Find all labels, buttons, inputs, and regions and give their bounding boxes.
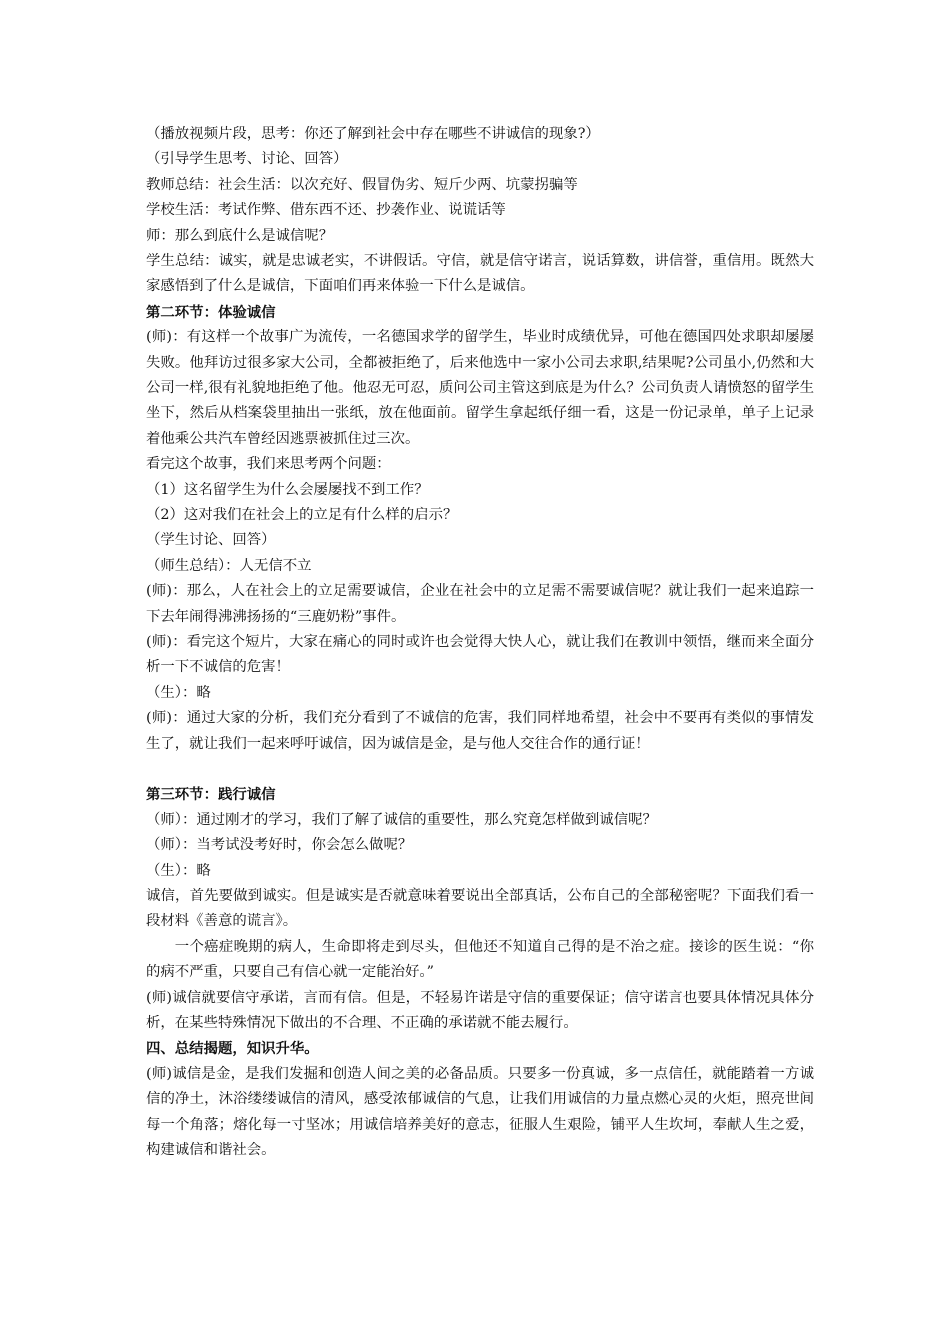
question-line: 师：那么到底什么是诚信呢？ — [146, 227, 334, 244]
analysis-paragraph: (师)：通过大家的分析，我们充分看到了不诚信的危害，我们同样地希望，社会中不要再有类似的事情发生了，就让我们一起来呼吁诚信，因为诚信是金，是与他人交往合作的通行证！ — [146, 710, 814, 752]
school-life-line: 学校生活：考试作弊、借东西不还、抄袭作业、说谎话等 — [146, 202, 506, 219]
section-heading-4: 四、总结揭题，知识升华。 — [146, 1040, 319, 1058]
student-answer-line: （生）：略 — [146, 684, 211, 701]
think-questions-line: 看完这个故事，我们来思考两个问题： — [146, 456, 391, 473]
guide-line: （引导学生思考、讨论、回答） — [146, 151, 348, 168]
section-heading-3: 第三环节：践行诚信 — [146, 786, 276, 804]
final-summary-paragraph: (师)诚信是金，是我们发掘和创造人间之美的必备品质。只要多一份真诚，多一点信任，就能踏着一方诚信的净土，沐浴缕缕诚信的清风，感受浓郁诚信的气息，让我们用诚信的力量点燃心灵的火炬，照亮世间每一个角落；熔化每一寸坚冰；用诚信培养美好的意志，征服人生艰险，铺平人生坎坷，奉献人生之爱，构建诚信和谐社会。 — [146, 1065, 814, 1158]
question-2-line: （2）这对我们在社会上的立足有什么样的启示？ — [146, 506, 458, 523]
document-body — [146, 122, 814, 1163]
question-1-line: （1）这名留学生为什么会屡屡找不到工作？ — [146, 481, 429, 498]
video-prompt-line: （播放视频片段，思考：你还了解到社会中存在哪些不讲诚信的现象?） — [146, 126, 600, 142]
sanlu-paragraph: (师)：那么，人在社会上的立足需要诚信，企业在社会中的立足需不需要诚信呢？就让我们一起来追踪一下去年闹得沸沸扬扬的“三鹿奶粉”事件。 — [146, 583, 814, 625]
section-heading-2: 第二环节：体验诚信 — [146, 303, 276, 321]
exam-question-line: （师）：当考试没考好时，你会怎么做呢？ — [146, 837, 413, 854]
practice-question-line: （师）：通过刚才的学习，我们了解了诚信的重要性，那么究竟怎样做到诚信呢？ — [146, 811, 657, 828]
cancer-story-paragraph: 一个癌症晚期的病人，生命即将走到尽头，但他还不知道自己得的是不治之症。接诊的医生说：“你的病不严重，只要自己有信心就一定能治好。” — [146, 938, 814, 981]
story-paragraph: (师)：有这样一个故事广为流传，一名德国求学的留学生，毕业时成绩优异，可他在德国四处求职却屡屡失败。他拜访过很多家大公司，全都被拒绝了，后来他选中一家小公司去求职,结果呢?公司虽小,仍然和大公司一样,很有礼貌地拒绝了他。他忍无可忍，质问公司主管这到底是为什么？公司负责人请愤怒的留学生坐下，然后从档案袋里抽出一张纸，放在他面前。留学生拿起纸仔细一看，这是一份记录单，单子上记录着他乘公共汽车曾经因逃票被抓住过三次。 — [146, 329, 814, 447]
blank-line — [146, 757, 814, 782]
teacher-summary-line: 教师总结：社会生活：以次充好、假冒伪劣、短斤少两、坑蒙拐骗等 — [146, 176, 578, 193]
student-answer-line-2: （生）：略 — [146, 862, 211, 879]
honesty-paragraph: 诚信，首先要做到诚实。但是诚实是否就意味着要说出全部真话，公布自己的全部秘密呢？下面我们看一段材料《善意的谎言》。 — [146, 887, 814, 930]
short-film-paragraph: (师)：看完这个短片，大家在痛心的同时或许也会觉得大快人心，就让我们在教训中领悟，继而来全面分析一下不诚信的危害！ — [146, 633, 814, 676]
student-summary-paragraph: 学生总结：诚实，就是忠诚老实，不讲假话。守信，就是信守诺言，说话算数，讲信誉，重信用。既然大家感悟到了什么是诚信，下面咱们再来体验一下什么是诚信。 — [146, 252, 814, 295]
discussion-line: （学生讨论、回答） — [146, 532, 276, 549]
conclusion-line: （师生总结）：人无信不立 — [146, 557, 312, 574]
promise-paragraph: (师)诚信就要信守承诺，言而有信。但是，不轻易许诺是守信的重要保证；信守诺言也要具体情况具体分析，在某些特殊情况下做出的不合理、不正确的承诺就不能去履行。 — [146, 989, 814, 1031]
